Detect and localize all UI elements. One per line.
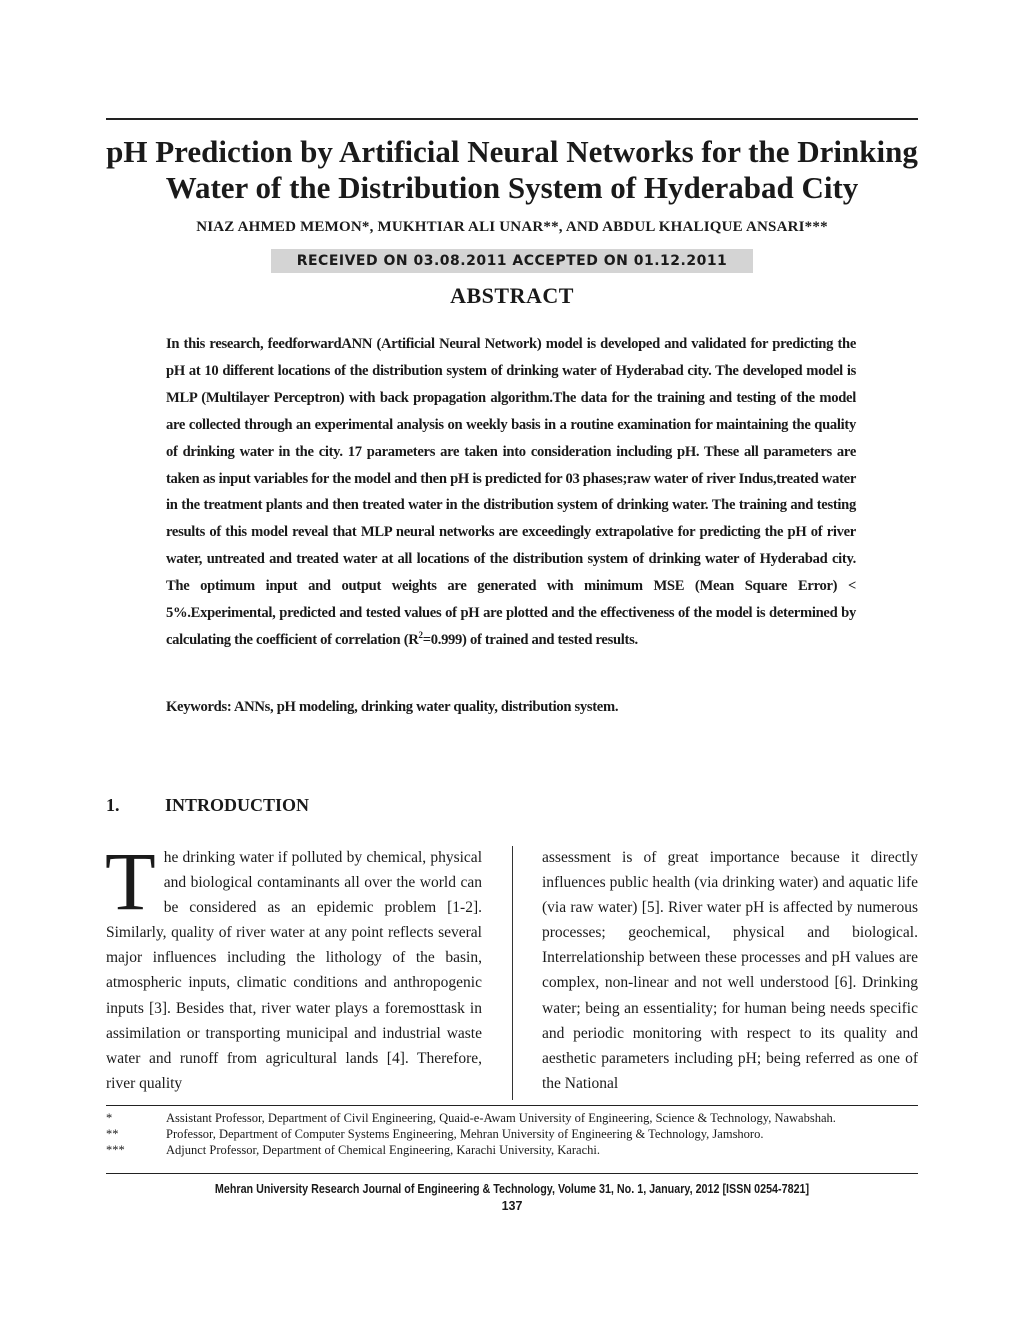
intro-left-column xyxy=(105,835,482,1096)
abstract-text xyxy=(166,331,856,654)
abstract-text-main: In this research, feedforwardANN (Artificial Neural Network) model is developed and validated for predicting the pH at 10 different locations of the distribution system of drinking water of Hyderabad city. The developed model is MLP (Multilayer Perceptron) with back propagation algorithm.The data for the training and testing of the model are collected through an experimental analysis on weekly basis in a routine examination for maintaining the quality of drinking water in the city. 17 parameters are taken into consideration including pH. These all parameters are taken as input variables for the model and then pH is predicted for 03 phases;raw water of river Indus,treated water in the treatment plants and then treated water in the distribution system of drinking water. The training and testing results of this model reveal that MLP neural networks are exceedingly extrapolative for predicting the pH of river water, untreated and treated water at all locations of the distribution system of drinking water of Hyderabad city. The optimum input and output weights are generated with minimum MSE (Mean Square Error) < 5%.Experimental, predicted and tested values of pH are plotted and the effectiveness of the model is determined by calculating the coefficient of correlation (R xyxy=(166,336,856,648)
section-heading-introduction xyxy=(106,795,309,816)
keywords: Keywords: ANNs, pH modeling, drinking water quality, distribution system. xyxy=(166,699,619,715)
footnote-item xyxy=(106,1142,926,1158)
section-number: 1. xyxy=(106,795,120,815)
author-list: NIAZ AHMED MEMON*, MUKHTIAR ALI UNAR**, AND ABDUL KHALIQUE ANSARI*** xyxy=(196,219,828,235)
footnote-item xyxy=(106,1126,926,1142)
column-divider xyxy=(512,846,513,1100)
footnote-mark: *** xyxy=(106,1143,125,1157)
drop-cap: T xyxy=(105,835,156,927)
section-title: INTRODUCTION xyxy=(165,795,310,815)
footnote-mark: * xyxy=(106,1111,113,1125)
footnotes xyxy=(106,1110,926,1158)
intro-left-text: he drinking water if polluted by chemical, physical and biological contaminants all over the world can be considered as an epidemic problem [1-2]. Similarly, quality of river water at any point reflects several major influences including the lithology of the basin, atmospheric inputs, climatic conditions and anthropogenic inputs [3]. Besides that, river water plays a foremosttask in assimilation or transporting municipal and industrial waste water and runoff from agricultural lands [4]. Therefore, river quality xyxy=(106,849,482,1092)
intro-right-column: assessment is of great importance because it directly influences public health (via drinking water) and aquatic life (via raw water) [5]. River water pH is affected by numerous processes; geochemical, physical and biological. Interrelationship between these processes and pH values are complex, non-linear and not well understood [6]. Drinking water; being an essentiality; for human being needs specific and periodic monitoring with respect to its quality and aesthetic parameters including pH; being referred as one of the National xyxy=(542,849,918,1092)
paper-title: pH Prediction by Artificial Neural Networks for the Drinking Water of the Distribution System of Hyderabad City xyxy=(106,134,918,205)
page-number: 137 xyxy=(501,1199,523,1213)
abstract-text-end: =0.999) of trained and tested results. xyxy=(422,631,638,648)
footnote-text: Professor, Department of Computer Systems Engineering, Mehran University of Engineering & Technology, Jamshoro. xyxy=(166,1127,764,1141)
footnote-item xyxy=(106,1110,926,1126)
journal-citation: Mehran University Research Journal of Engineering & Technology, Volume 31, No. 1, January, 2012 [ISSN 0254-7821] xyxy=(214,1182,810,1196)
footnote-text: Adjunct Professor, Department of Chemical Engineering, Karachi University, Karachi. xyxy=(166,1143,600,1157)
top-rule xyxy=(106,118,918,120)
r-squared-superscript: 2 xyxy=(418,630,423,641)
received-accepted-banner: RECEIVED ON 03.08.2011 ACCEPTED ON 01.12.2011 xyxy=(271,249,753,273)
footer-rule xyxy=(106,1173,918,1174)
abstract-heading: ABSTRACT xyxy=(450,283,574,308)
footnote-mark: ** xyxy=(106,1127,119,1141)
footnote-rule xyxy=(106,1105,918,1106)
footnote-text: Assistant Professor, Department of Civil Engineering, Quaid-e-Awam University of Engineering, Science & Technology, Nawabshah. xyxy=(166,1111,836,1125)
